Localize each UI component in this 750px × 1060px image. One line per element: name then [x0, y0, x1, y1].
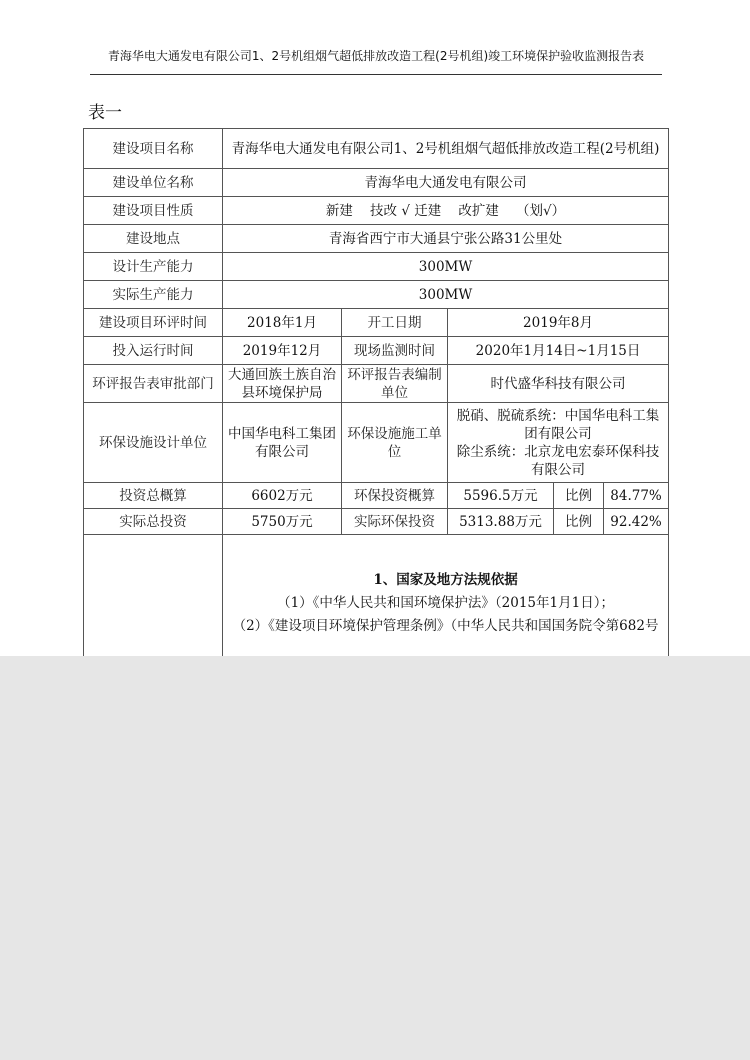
table-row — [84, 337, 669, 365]
operation-time-value: 2019年12月 — [223, 337, 342, 365]
env-invest-actual-value: 5313.88万元 — [448, 509, 554, 535]
compiler-label: 环评报告表编制单位 — [342, 365, 448, 403]
project-name-label: 建设项目名称 — [84, 129, 223, 169]
table-row — [84, 169, 669, 197]
table-row — [84, 281, 669, 309]
location-label: 建设地点 — [84, 225, 223, 253]
table-row — [84, 535, 669, 675]
monitoring-time-label: 现场监测时间 — [342, 337, 448, 365]
actual-capacity-value: 300MW — [223, 281, 669, 309]
design-capacity-value: 300MW — [223, 253, 669, 281]
header-rule — [90, 74, 662, 75]
start-date-label: 开工日期 — [342, 309, 448, 337]
eia-time-value: 2018年1月 — [223, 309, 342, 337]
invest-actual-label: 实际总投资 — [84, 509, 223, 535]
project-info-table — [83, 128, 669, 675]
table-row — [84, 483, 669, 509]
invest-budget-label: 投资总概算 — [84, 483, 223, 509]
table-row — [84, 365, 669, 403]
laws-heading: 1、国家及地方法规依据 — [373, 572, 518, 588]
nature-value: 新建 技改 √ 迁建 改扩建 （划√） — [223, 197, 669, 225]
facility-design-value: 中国华电科工集团有限公司 — [223, 403, 342, 483]
start-date-value: 2019年8月 — [448, 309, 669, 337]
location-value: 青海省西宁市大通县宁张公路31公里处 — [223, 225, 669, 253]
blank-overlay — [0, 656, 750, 1060]
env-invest-budget-label: 环保投资概算 — [342, 483, 448, 509]
laws-cell — [223, 535, 669, 675]
compiler-value: 时代盛华科技有限公司 — [448, 365, 669, 403]
project-name-value: 青海华电大通发电有限公司1、2号机组烟气超低排放改造工程(2号机组) — [223, 129, 669, 169]
facility-construction-label: 环保设施施工单位 — [342, 403, 448, 483]
facility-construction-line2: 除尘系统：北京龙电宏泰环保科技有限公司 — [456, 443, 660, 478]
law-item: （1）《中华人民共和国环境保护法》（2015年1月1日）； — [277, 595, 614, 611]
table-title: 表一 — [88, 103, 122, 123]
approval-dept-label: 环评报告表审批部门 — [84, 365, 223, 403]
invest-budget-value: 6602万元 — [223, 483, 342, 509]
budget-ratio-value: 84.77% — [604, 483, 669, 509]
env-invest-actual-label: 实际环保投资 — [342, 509, 448, 535]
ratio-label: 比例 — [554, 509, 604, 535]
table-row — [84, 225, 669, 253]
facility-construction-value — [448, 403, 669, 483]
table-row — [84, 253, 669, 281]
design-capacity-label: 设计生产能力 — [84, 253, 223, 281]
table-row — [84, 309, 669, 337]
laws-label-cell — [84, 535, 223, 675]
env-invest-budget-value: 5596.5万元 — [448, 483, 554, 509]
nature-label: 建设项目性质 — [84, 197, 223, 225]
facility-construction-line1: 脱硝、脱硫系统：中国华电科工集团有限公司 — [456, 407, 660, 442]
table-row — [84, 403, 669, 483]
table-row — [84, 509, 669, 535]
unit-name-label: 建设单位名称 — [84, 169, 223, 197]
unit-name-value: 青海华电大通发电有限公司 — [223, 169, 669, 197]
page-header: 青海华电大通发电有限公司1、2号机组烟气超低排放改造工程(2号机组)竣工环境保护验收监测报告表 — [107, 49, 645, 63]
table-row — [84, 129, 669, 169]
approval-dept-value: 大通回族土族自治县环境保护局 — [223, 365, 342, 403]
actual-ratio-value: 92.42% — [604, 509, 669, 535]
law-item: （2）《建设项目环境保护管理条例》（中华人民共和国国务院令第682号 — [232, 618, 659, 634]
monitoring-time-value: 2020年1月14日~1月15日 — [448, 337, 669, 365]
operation-time-label: 投入运行时间 — [84, 337, 223, 365]
facility-design-label: 环保设施设计单位 — [84, 403, 223, 483]
invest-actual-value: 5750万元 — [223, 509, 342, 535]
ratio-label: 比例 — [554, 483, 604, 509]
table-row — [84, 197, 669, 225]
eia-time-label: 建设项目环评时间 — [84, 309, 223, 337]
actual-capacity-label: 实际生产能力 — [84, 281, 223, 309]
